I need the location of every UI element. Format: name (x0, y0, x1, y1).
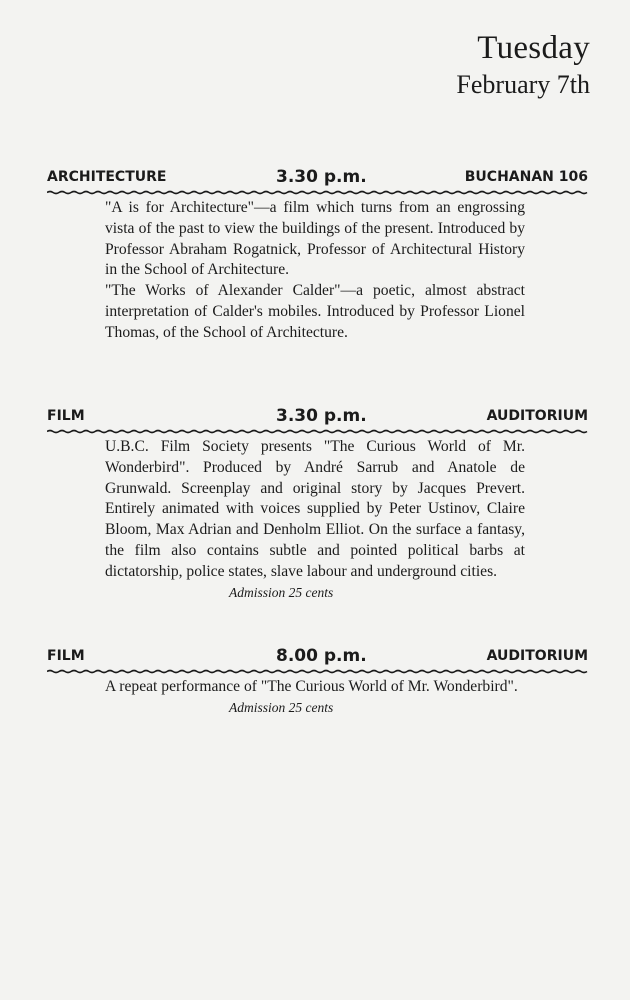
event-category: FILM (47, 408, 85, 424)
description-paragraph: "The Works of Alexander Calder"—a poetic, almost abstract interpretation of Calder's mobiles. Introduced by Professor Lionel Thomas, of the School of Architecture. (105, 282, 525, 341)
event-venue: AUDITORIUM (486, 408, 588, 424)
event-category: FILM (47, 648, 85, 664)
day-title: Tuesday (477, 30, 590, 66)
wavy-rule (47, 669, 589, 673)
wavy-rule (47, 429, 589, 433)
event-description (105, 437, 525, 603)
description-paragraph: "A is for Architecture"—a film which turns from an engrossing vista of the past to view the buildings of the present. Introduced by Professor Abraham Rogatnick, Professor of Architectural History in the School of Architecture. (105, 199, 525, 279)
event-description (105, 198, 525, 344)
event-venue: BUCHANAN 106 (464, 169, 588, 185)
admission-note: Admission 25 cents (229, 699, 334, 715)
description-paragraph: U.B.C. Film Society presents "The Curious World of Mr. Wonderbird". Produced by André Sarrub and Anatole de Grunwald. Screenplay and original story by Jacques Prevert. Entirely animated with voices supplied by Peter Ustinov, Claire Bloom, Max Adrian and Denholm Elliot. On the surface a fantasy, the film also contains subtle and pointed political barbs at dictatorship, police states, slave labour and underground cities. (105, 438, 525, 580)
event-heading (0, 165, 630, 189)
event-description (105, 677, 525, 718)
wavy-rule (47, 190, 589, 194)
event-time: 3.30 p.m. (276, 406, 367, 426)
day-date: February 7th (456, 70, 590, 99)
description-paragraph: A repeat performance of "The Curious World of Mr. Wonderbird". (105, 678, 518, 695)
event-venue: AUDITORIUM (486, 648, 588, 664)
day-header (456, 28, 590, 102)
event-heading (0, 404, 630, 428)
event-time: 8.00 p.m. (276, 646, 367, 666)
event-heading (0, 644, 630, 668)
event-time: 3.30 p.m. (276, 167, 367, 187)
event-category: ARCHITECTURE (47, 169, 167, 185)
admission-note: Admission 25 cents (229, 584, 334, 600)
